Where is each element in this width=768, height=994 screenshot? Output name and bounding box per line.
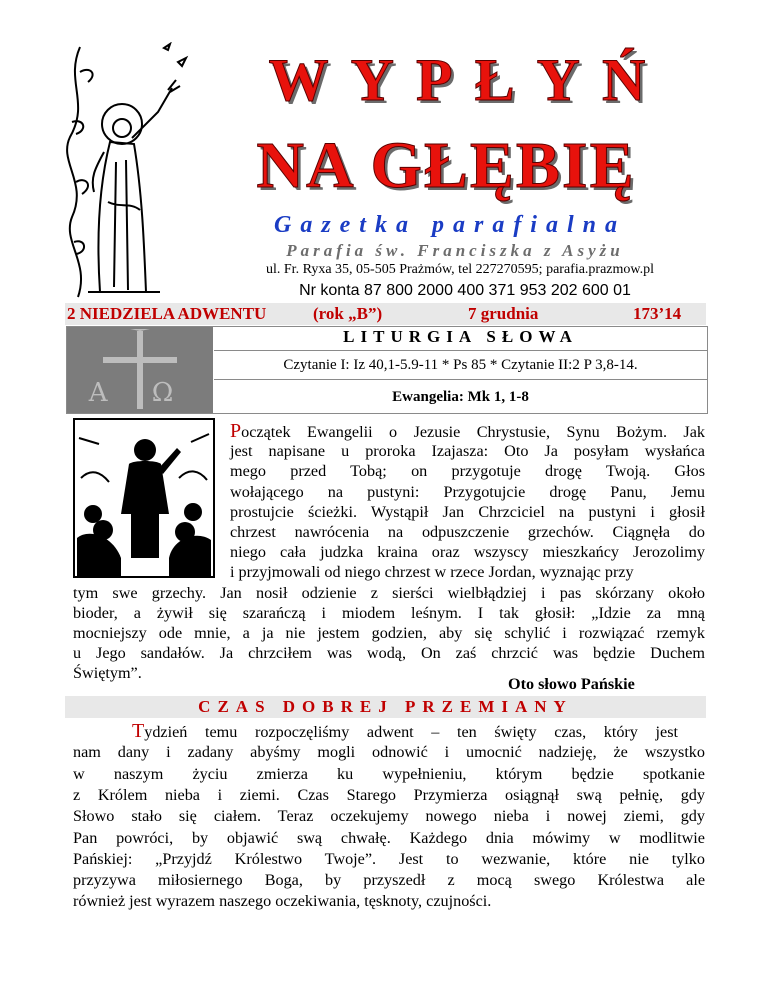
section-line-text: przyzywa miłosiernego Boga, by przyszedł z mocą swego Królestwa ale bbox=[73, 871, 705, 890]
section-line bbox=[73, 742, 705, 762]
gospel-line-text: bioder, a żywił się szarańczą i miodem leśnym. I tak głosił: „Idzie za mną bbox=[73, 603, 705, 622]
gospel-line-text: wołającego na pustyni: Przygotujcie drogę Panu, Jemu bbox=[230, 482, 705, 501]
section-line-text: również jest wyrazem naszego oczekiwania, tęsknoty, czujności. bbox=[73, 892, 492, 911]
gospel-line bbox=[230, 522, 705, 542]
gospel-line bbox=[230, 421, 705, 442]
gospel-line bbox=[73, 583, 705, 603]
section-line-text: Słowo stało się ciałem. Teraz oczekujemy nowego nieba i nowej ziemi, gdy bbox=[73, 807, 705, 826]
section-line-text: w naszym życiu zmierza ku wypełnieniu, którym będzie spotkanie bbox=[73, 764, 705, 783]
section-line-text: Pan powróci, by objawić swą chwałę. Każdego dnia mówimy w modlitwie bbox=[73, 828, 705, 847]
gospel-line-text: niego cała judzka kraina oraz wszyscy mieszkańcy Jerozolimy bbox=[230, 543, 705, 562]
alpha-omega-cross-icon bbox=[67, 327, 213, 413]
section-line-text: ydzień temu rozpoczęliśmy adwent – ten święty czas, który jest bbox=[144, 723, 678, 741]
gospel-line bbox=[73, 623, 705, 643]
title-line-2: NA GŁĘBIĘ bbox=[256, 129, 636, 202]
john-baptist-illustration bbox=[73, 418, 215, 578]
section-dropcap: T bbox=[132, 720, 145, 742]
gospel-line bbox=[230, 542, 705, 562]
alpha-omega-letters: Α Ω bbox=[88, 378, 192, 408]
gospel-line-text: jest napisane u proroka Izajasza: Oto Ja posyłam wysłańca bbox=[230, 442, 705, 461]
saint-francis-illustration bbox=[60, 42, 200, 304]
gospel-line bbox=[73, 643, 705, 663]
section-line bbox=[73, 870, 705, 890]
section-title: CZAS DOBREJ PRZEMIANY bbox=[65, 696, 706, 718]
title-line-1: WYPŁYŃ bbox=[268, 47, 668, 113]
gospel-line-text: mocniejszy ode mnie, a ja nie jestem godzien, aby się schylić i rozwiązać rzemyk bbox=[73, 624, 705, 642]
subtitle: Gazetka parafialna bbox=[273, 212, 626, 238]
liturgical-year: (rok „B”) bbox=[313, 304, 383, 323]
section-line bbox=[73, 806, 705, 826]
gospel-line bbox=[73, 603, 705, 623]
gospel-line-text: tym swe grzechy. Jan nosił odzienie z sierści wielbłądziej i pas skórzany około bbox=[73, 583, 705, 602]
liturgy-heading: LITURGIA SŁOWA bbox=[343, 327, 578, 346]
section-line bbox=[73, 785, 705, 805]
section-line-text: nam dany i zadany abyśmy mogli odnowić i umocnić nadzieję, że wszystko bbox=[73, 743, 705, 762]
gospel-reference: Ewangelia: Mk 1, 1-8 bbox=[214, 379, 707, 414]
gospel-line-text: Świętym”. bbox=[73, 664, 142, 683]
gospel-line bbox=[230, 461, 705, 481]
parish-name: Parafia św. Franciszka z Asyżu bbox=[286, 241, 624, 260]
section-line bbox=[73, 828, 705, 848]
gospel-line-text: u Jego sandałów. Ja chrzciłem was wodą, On zaś chrzcić was będzie Duchem bbox=[73, 644, 705, 663]
gospel-line-text: i przyjmowali od niego chrzest w rzece Jordan, wyznając przy bbox=[230, 563, 634, 582]
gospel-line-text: prostujcie ścieżki. Wystąpił Jan Chrzciciel na pustyni i głosił bbox=[230, 502, 705, 521]
issue-date: 7 grudnia bbox=[468, 304, 539, 323]
section-line bbox=[73, 764, 705, 784]
gospel-line bbox=[230, 562, 678, 582]
gospel-line bbox=[230, 441, 705, 461]
issue-number: 173’14 bbox=[633, 304, 682, 323]
section-line bbox=[73, 891, 705, 911]
readings-list: Czytanie I: Iz 40,1-5.9-11 * Ps 85 * Czytanie II:2 P 3,8-14. bbox=[214, 350, 707, 379]
gospel-dropcap: P bbox=[230, 420, 242, 442]
section-line-text: z Królem nieba i ziemi. Czas Starego Przymierza osiągnął swą pełnię, gdy bbox=[73, 785, 705, 804]
gospel-line-text: chrzest nawrócenia na odpuszczenie grzechów. Ciągnęła do bbox=[230, 523, 705, 541]
parish-address: ul. Fr. Ryxa 35, 05-505 Prażmów, tel 227270595; parafia.prazmow.pl bbox=[266, 262, 654, 277]
section-line bbox=[73, 849, 705, 869]
section-line-text: Pańskiej: „Przyjdź Królestwo Twoje”. Jest to wezwanie, które nie tylko bbox=[73, 849, 705, 868]
gospel-line bbox=[230, 502, 705, 522]
liturgy-box bbox=[66, 326, 708, 414]
gospel-line-text: oczątek Ewangelii o Jezusie Chrystusie, Synu Bożym. Jak bbox=[241, 423, 705, 441]
bank-account: Nr konta 87 800 2000 400 371 953 202 600 01 bbox=[299, 282, 631, 299]
date-bar bbox=[65, 303, 706, 325]
gospel-line bbox=[230, 482, 705, 502]
gospel-closing: Oto słowo Pańskie bbox=[508, 675, 635, 693]
sunday-name: 2 NIEDZIELA ADWENTU bbox=[67, 304, 267, 323]
section-line bbox=[132, 721, 678, 742]
gospel-line-text: mego przed Tobą; on przygotuje drogę Twoją. Głos bbox=[230, 462, 705, 481]
